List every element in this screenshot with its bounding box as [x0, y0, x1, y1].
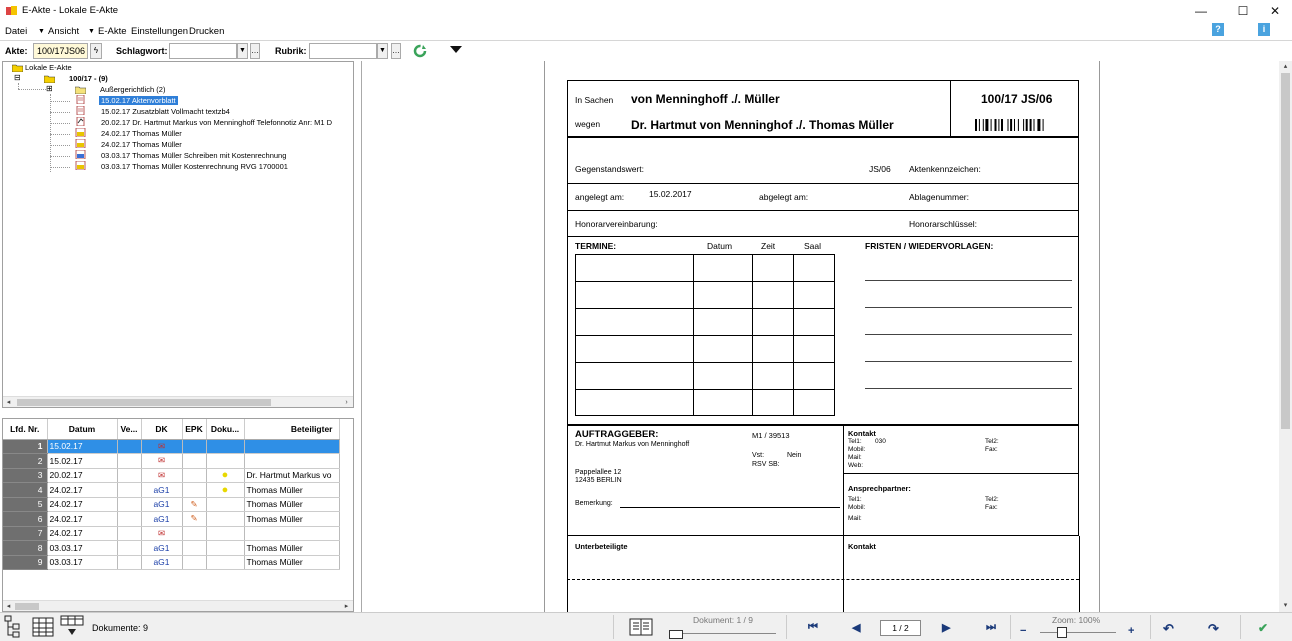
- barcode-bar: [1001, 119, 1003, 131]
- akte-label: Akte:: [5, 46, 28, 56]
- wegen-value: Dr. Hartmut von Menninghof ./. Thomas Müller: [631, 118, 894, 132]
- aktenzeichen-value: 100/17 JS/06: [981, 92, 1053, 106]
- rubrik-label: Rubrik:: [275, 46, 307, 56]
- kontakt-label: Kontakt: [848, 429, 876, 438]
- termine-col-zeit: Zeit: [761, 241, 776, 251]
- schlagwort-more-button[interactable]: …: [250, 43, 260, 59]
- tree-item-label: 15.02.17 Aktenvorblatt: [101, 96, 176, 105]
- termine-col-line: [693, 254, 694, 416]
- cell-dk: ✉: [141, 439, 182, 454]
- cell-ve: [117, 468, 141, 483]
- abgelegt-label: abgelegt am:: [759, 192, 809, 202]
- letter-icon: [75, 150, 86, 159]
- scroll-thumb[interactable]: [17, 399, 271, 406]
- ablagenummer-label: Ablagenummer:: [909, 192, 970, 202]
- cell-dk: aG1: [141, 541, 182, 556]
- termine-row-line: [575, 308, 835, 309]
- barcode-bar: [975, 119, 977, 131]
- table-row[interactable]: [3, 454, 339, 469]
- col-header-lfd-nr[interactable]: Lfd. Nr.: [3, 419, 47, 439]
- auftraggeber-nr: M1 / 39513: [752, 431, 790, 440]
- letter-icon: [75, 128, 86, 137]
- zoom-in-icon[interactable]: +: [1128, 625, 1135, 637]
- auftraggeber-label: AUFTRAGGEBER:: [575, 429, 659, 440]
- angelegt-value: 15.02.2017: [649, 189, 692, 199]
- table-row[interactable]: [3, 483, 339, 498]
- refresh-icon[interactable]: [413, 44, 427, 58]
- tree-horizontal-scrollbar[interactable]: [3, 396, 353, 407]
- tel2-label: Tel2:: [985, 438, 999, 445]
- barcode-bar: [1043, 119, 1044, 131]
- cell-beteiligter: Thomas Müller: [244, 497, 339, 512]
- cell-lfd-nr: 8: [3, 541, 47, 556]
- cell-epk: ✎: [182, 497, 206, 512]
- tree-expand-icon[interactable]: ⊞: [46, 84, 53, 93]
- menu-datei-arrow-icon[interactable]: ▼: [38, 28, 45, 35]
- grid-horizontal-scrollbar[interactable]: [3, 600, 353, 611]
- documents-count: Dokumente: 9: [92, 623, 149, 633]
- cell-datum: 03.03.17: [47, 555, 117, 570]
- cell-datum: 24.02.17: [47, 497, 117, 512]
- cell-beteiligter: [244, 454, 339, 469]
- termine-row-line: [575, 389, 835, 390]
- termine-col-datum: Datum: [707, 241, 733, 251]
- tree-root[interactable]: Lokale E-Akte: [25, 63, 72, 72]
- cell-lfd-nr: 2: [3, 454, 47, 469]
- cell-dk: ✉: [141, 454, 182, 469]
- unterbeteiligte-label: Unterbeteiligte: [575, 542, 628, 551]
- table-row[interactable]: [3, 439, 339, 454]
- tel1-label: Tel1:: [848, 438, 862, 445]
- cell-ve: [117, 526, 141, 541]
- document-icon: [75, 106, 86, 115]
- cell-dk: aG1: [141, 483, 182, 498]
- fristen-line: [865, 280, 1072, 281]
- tree-item-selected[interactable]: [99, 95, 178, 106]
- cell-lfd-nr: 4: [3, 483, 47, 498]
- document-viewer: [362, 61, 1279, 612]
- document-grid[interactable]: [2, 418, 354, 612]
- termine-label: TERMINE:: [575, 241, 617, 251]
- document-slider-label: Dokument: 1 / 9: [693, 615, 754, 625]
- letter-icon: [75, 139, 86, 148]
- document-page: [544, 61, 1100, 612]
- cell-lfd-nr: 3: [3, 468, 47, 483]
- table-view-icon[interactable]: [32, 617, 54, 637]
- confirm-check-icon[interactable]: ✔: [1258, 621, 1269, 635]
- ansprechpartner-label: Ansprechpartner:: [848, 484, 911, 493]
- scroll-up-icon[interactable]: ▴: [1283, 63, 1288, 70]
- honorarschluessel-label: Honorarschlüssel:: [909, 219, 978, 229]
- col-header-dk[interactable]: DK: [141, 419, 182, 439]
- js-value: JS/06: [869, 164, 891, 174]
- invoice-icon: [75, 161, 86, 170]
- col-header-datum[interactable]: Datum: [47, 419, 117, 439]
- folder-open-icon: [12, 63, 23, 72]
- rubrik-select[interactable]: [309, 43, 377, 59]
- cell-beteiligter: Thomas Müller: [244, 483, 339, 498]
- viewer-vertical-scrollbar[interactable]: [1279, 61, 1292, 612]
- table-row[interactable]: [3, 555, 339, 570]
- cell-doku: [206, 555, 244, 570]
- cell-dk: ✉: [141, 468, 182, 483]
- toolbar-dropdown-icon[interactable]: [450, 46, 462, 54]
- folder-icon: [75, 85, 86, 94]
- termine-row-line: [575, 335, 835, 336]
- gegenstandswert-label: Gegenstandswert:: [575, 164, 644, 174]
- vst-value: Nein: [787, 452, 802, 459]
- barcode-bar: [1010, 119, 1012, 131]
- cell-datum: 20.02.17: [47, 468, 117, 483]
- barcode-bar: [979, 119, 980, 131]
- last-page-icon[interactable]: ⏭: [986, 621, 996, 633]
- first-page-icon[interactable]: ⏮: [808, 621, 818, 633]
- barcode-bar: [983, 119, 984, 131]
- cell-ve: [117, 439, 141, 454]
- cell-datum: 03.03.17: [47, 541, 117, 556]
- cell-doku: [206, 454, 244, 469]
- status-bar: [0, 612, 1292, 641]
- cell-epk: [182, 454, 206, 469]
- menu-drucken[interactable]: Drucken: [189, 26, 225, 37]
- cell-lfd-nr: 5: [3, 497, 47, 512]
- street: Pappelallee 12: [575, 469, 622, 476]
- scroll-right-icon[interactable]: ›: [345, 399, 348, 406]
- cell-dk: ✉: [141, 526, 182, 541]
- cell-beteiligter: Thomas Müller: [244, 555, 339, 570]
- cell-dk: aG1: [141, 512, 182, 527]
- prev-page-icon[interactable]: ◀: [852, 622, 861, 634]
- tree-item[interactable]: 15.02.17 Zusatzblatt Vollmacht textzb4: [101, 107, 230, 116]
- cell-ve: [117, 541, 141, 556]
- cell-datum: 15.02.17: [47, 454, 117, 469]
- lightning-icon[interactable]: ϟ: [90, 43, 102, 59]
- fax-label-2: Fax:: [985, 504, 998, 511]
- cell-ve: [117, 497, 141, 512]
- book-view-icon[interactable]: [629, 618, 653, 636]
- minimize-button[interactable]: —: [1195, 4, 1207, 18]
- title-bar: [0, 0, 1292, 22]
- barcode-bar: [1008, 119, 1009, 131]
- cell-beteiligter: Thomas Müller: [244, 541, 339, 556]
- cell-datum: 24.02.17: [47, 512, 117, 527]
- scroll-left-icon[interactable]: ◂: [6, 399, 11, 406]
- info-icon[interactable]: i: [1258, 23, 1270, 36]
- barcode-bar: [991, 119, 992, 131]
- barcode-bar: [1034, 119, 1035, 131]
- cell-epk: [182, 468, 206, 483]
- menu-ansicht-arrow-icon[interactable]: ▼: [88, 28, 95, 35]
- barcode-bar: [1014, 119, 1015, 131]
- barcode-bar: [1018, 119, 1019, 131]
- fristen-line: [865, 334, 1072, 335]
- cell-datum: 24.02.17: [47, 483, 117, 498]
- table-row[interactable]: [3, 468, 339, 483]
- fristen-line: [865, 307, 1072, 308]
- scroll-thumb[interactable]: [1281, 73, 1290, 429]
- tree-item[interactable]: 03.03.17 Thomas Müller Schreiben mit Kostenrechnung: [101, 151, 287, 160]
- zoom-out-icon[interactable]: −: [1020, 625, 1027, 637]
- barcode-bar: [985, 119, 988, 131]
- zoom-label: Zoom: 100%: [1052, 615, 1101, 625]
- rotate-right-icon[interactable]: ↷: [1208, 621, 1219, 636]
- tel2-label-2: Tel2:: [985, 496, 999, 503]
- tree-item[interactable]: 24.02.17 Thomas Müller: [101, 129, 182, 138]
- fristen-label: FRISTEN / WIEDERVORLAGEN:: [865, 241, 994, 251]
- scroll-thumb[interactable]: [15, 603, 39, 610]
- cell-ve: [117, 454, 141, 469]
- tree-collapse-icon[interactable]: ⊟: [14, 73, 21, 82]
- scroll-right-icon[interactable]: ▸: [344, 603, 349, 610]
- rsv-label: RSV SB:: [752, 461, 780, 468]
- menu-ansicht[interactable]: Ansicht: [48, 26, 80, 37]
- termine-col-saal: Saal: [804, 241, 822, 251]
- col-header-beteiligter[interactable]: Beteiligter: [244, 419, 339, 439]
- cell-epk: [182, 483, 206, 498]
- mail-label: Mail:: [848, 454, 862, 461]
- table-row[interactable]: [3, 541, 339, 556]
- angelegt-label: angelegt am:: [575, 192, 625, 202]
- schlagwort-label: Schlagwort:: [116, 46, 168, 56]
- cell-beteiligter: Dr. Hartmut Markus vo: [244, 468, 339, 483]
- cell-doku: [206, 541, 244, 556]
- city: 12435 BERLIN: [575, 477, 622, 484]
- menu-e-akte[interactable]: E-Akte: [98, 26, 127, 37]
- cell-lfd-nr: 1: [3, 439, 47, 454]
- barcode-bar: [1037, 119, 1040, 131]
- fristen-line: [865, 388, 1072, 389]
- scroll-down-icon[interactable]: ▾: [1283, 602, 1288, 609]
- menu-einstellungen[interactable]: Einstellungen: [131, 26, 189, 37]
- cell-doku: [206, 439, 244, 454]
- table-row[interactable]: [3, 497, 339, 512]
- schlagwort-select[interactable]: [169, 43, 237, 59]
- zoom-slider-thumb[interactable]: [1057, 627, 1067, 638]
- tree-item[interactable]: 03.03.17 Thomas Müller Kostenrechnung RVG 1700001: [101, 162, 288, 171]
- kontakt2-label: Kontakt: [848, 542, 876, 551]
- status-dot-icon: ●: [206, 483, 244, 498]
- rubrik-more-button[interactable]: …: [391, 43, 401, 59]
- cell-datum: 24.02.17: [47, 526, 117, 541]
- columns-dropdown-icon[interactable]: [60, 615, 84, 639]
- tel1-label-2: Tel1:: [848, 496, 862, 503]
- tree-item[interactable]: 20.02.17 Dr. Hartmut Markus von Menninghoff Telefonnotiz Anr: M1 D: [101, 118, 333, 127]
- cell-beteiligter: [244, 439, 339, 454]
- tree-case[interactable]: 100/17 - (9): [69, 74, 108, 83]
- cell-dk: aG1: [141, 497, 182, 512]
- barcode-bar: [1030, 119, 1032, 131]
- mobil-label: Mobil:: [848, 446, 866, 453]
- termine-row-line: [575, 362, 835, 363]
- cell-doku: [206, 526, 244, 541]
- aktenkennzeichen-label: Aktenkennzeichen:: [909, 164, 981, 174]
- akte-input[interactable]: 100/17JS06: [33, 43, 88, 59]
- barcode-bar: [998, 119, 999, 131]
- zoom-slider[interactable]: [1040, 627, 1116, 638]
- barcode: [975, 119, 1055, 131]
- in-sachen-value: von Menninghoff ./. Müller: [631, 92, 780, 106]
- scroll-left-icon[interactable]: ◂: [6, 603, 11, 610]
- barcode-bar: [1023, 119, 1024, 131]
- cell-doku: [206, 497, 244, 512]
- cell-datum: 15.02.17: [47, 439, 117, 454]
- maximize-button[interactable]: ☐: [1237, 4, 1249, 18]
- help-icon[interactable]: ?: [1212, 23, 1224, 36]
- vst-label: Vst:: [752, 452, 765, 459]
- cell-epk: [182, 526, 206, 541]
- auftraggeber-name: Dr. Hartmut Markus von Menninghoff: [575, 441, 690, 448]
- cell-epk: ✎: [182, 512, 206, 527]
- col-header-epk[interactable]: EPK: [182, 419, 206, 439]
- termine-row-line: [575, 281, 835, 282]
- tree-item[interactable]: Außergerichtlich (2): [100, 85, 166, 94]
- barcode-bar: [995, 119, 997, 131]
- document-slider[interactable]: [669, 630, 776, 639]
- close-button[interactable]: ✕: [1269, 4, 1281, 18]
- tree-view-icon[interactable]: [4, 615, 22, 639]
- cell-epk: [182, 439, 206, 454]
- documents-table: [3, 419, 340, 570]
- in-sachen-label: In Sachen: [575, 95, 614, 105]
- table-row[interactable]: [3, 512, 339, 527]
- table-row[interactable]: [3, 526, 339, 541]
- termine-col-line: [752, 254, 753, 416]
- table-header-row: [3, 419, 339, 439]
- tel1-value: 030: [875, 438, 886, 445]
- cell-beteiligter: [244, 526, 339, 541]
- mail-label-2: Mail:: [848, 515, 862, 522]
- cell-lfd-nr: 7: [3, 526, 47, 541]
- next-page-icon[interactable]: ▶: [942, 622, 951, 634]
- phone-note-icon: [75, 117, 86, 126]
- schlagwort-dropdown-icon[interactable]: ▼: [237, 43, 248, 59]
- cell-lfd-nr: 6: [3, 512, 47, 527]
- window-title: E-Akte - Lokale E-Akte: [22, 5, 119, 16]
- col-header-ve[interactable]: Ve...: [117, 419, 141, 439]
- menu-datei[interactable]: Datei: [5, 26, 28, 37]
- document-icon: [75, 95, 86, 104]
- menu-bar: [0, 22, 1292, 40]
- fristen-line: [865, 361, 1072, 362]
- cell-epk: [182, 555, 206, 570]
- cell-dk: aG1: [141, 555, 182, 570]
- case-folder-icon: [44, 74, 55, 83]
- barcode-bar: [1026, 119, 1028, 131]
- document-slider-thumb[interactable]: [669, 630, 683, 639]
- status-dot-icon: ●: [206, 468, 244, 483]
- tree-item[interactable]: 24.02.17 Thomas Müller: [101, 140, 182, 149]
- col-header-doku[interactable]: Doku...: [206, 419, 244, 439]
- cell-beteiligter: Thomas Müller: [244, 512, 339, 527]
- honorarvereinbarung-label: Honorarvereinbarung:: [575, 219, 658, 229]
- fax-label: Fax:: [985, 446, 998, 453]
- rubrik-dropdown-icon[interactable]: ▼: [377, 43, 388, 59]
- mobil-label-2: Mobil:: [848, 504, 866, 511]
- toolbar: [0, 40, 1292, 60]
- cell-ve: [117, 512, 141, 527]
- cell-doku: [206, 512, 244, 527]
- web-label: Web:: [848, 462, 864, 469]
- app-icon: [6, 5, 18, 16]
- cell-epk: [182, 541, 206, 556]
- cell-ve: [117, 555, 141, 570]
- cell-lfd-nr: 9: [3, 555, 47, 570]
- wegen-label: wegen: [575, 119, 601, 129]
- page-number-input[interactable]: 1 / 2: [880, 620, 921, 636]
- dashed-separator: [567, 579, 1079, 580]
- rotate-left-icon[interactable]: ↶: [1163, 621, 1174, 636]
- bemerkung-label: Bemerkung:: [575, 500, 613, 507]
- cell-ve: [117, 483, 141, 498]
- document-tree[interactable]: [2, 61, 354, 408]
- termine-col-line: [793, 254, 794, 416]
